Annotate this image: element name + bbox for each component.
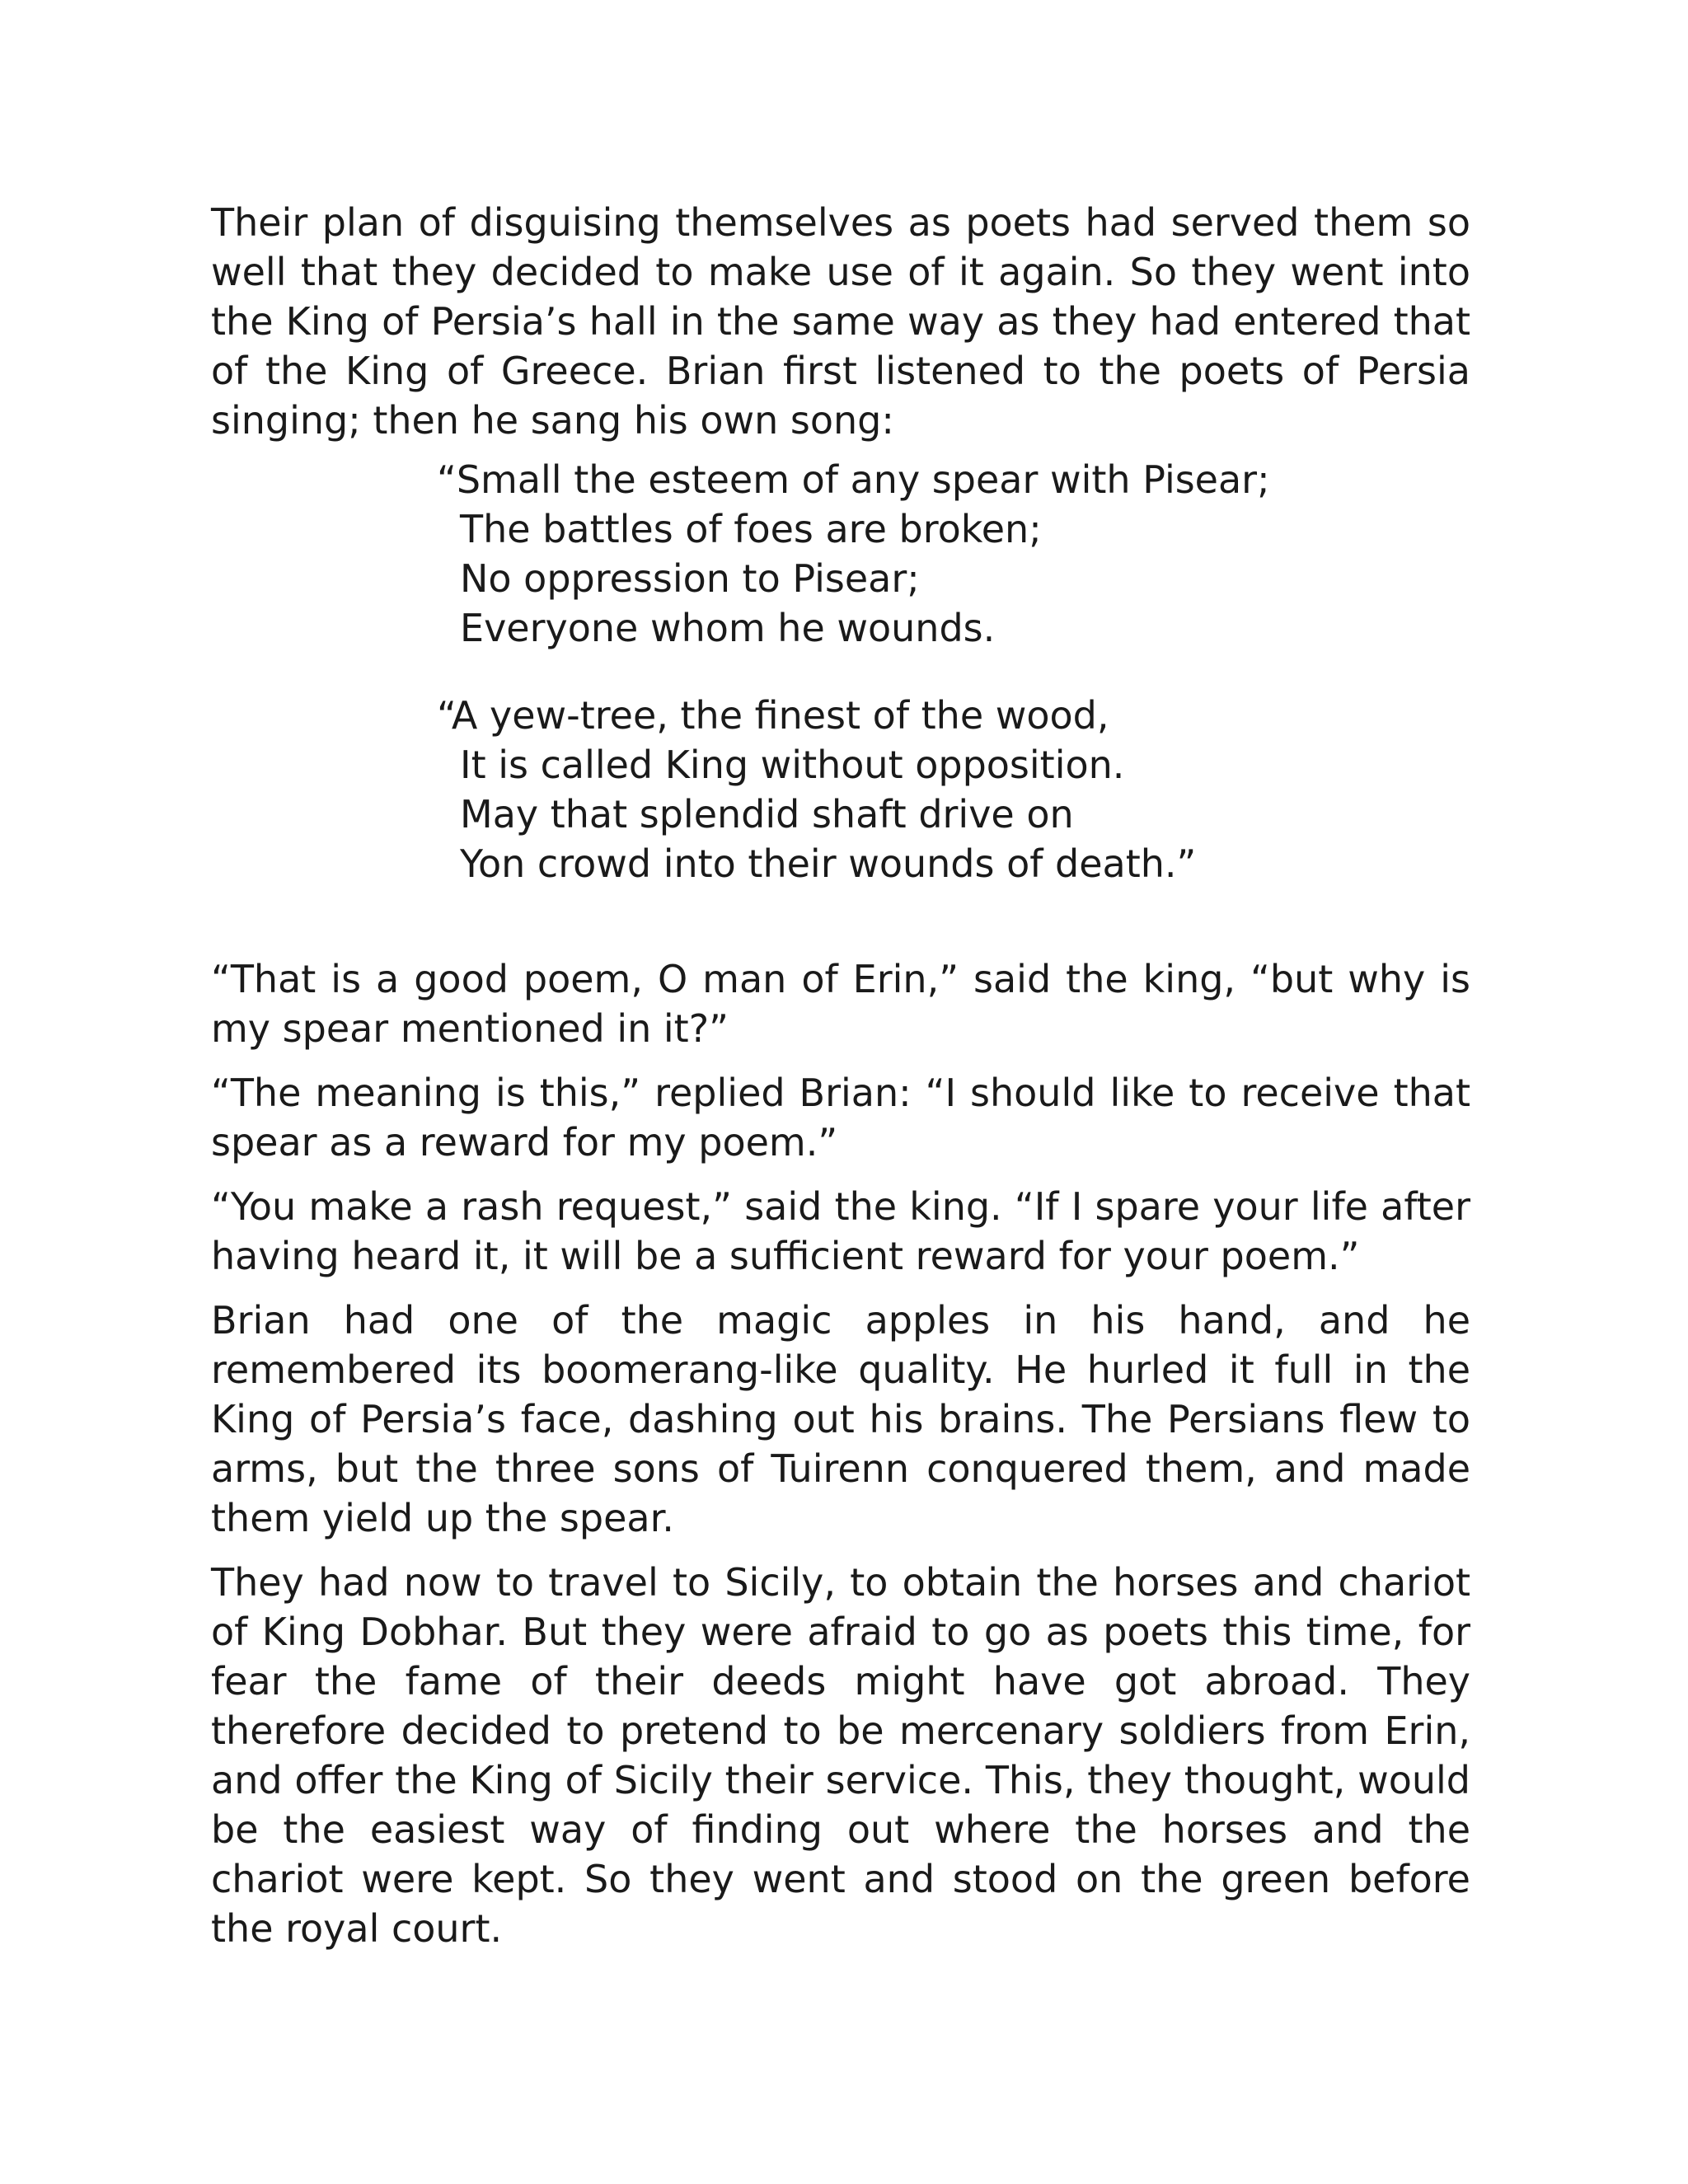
paragraph-brian-reply: “The meaning is this,” replied Brian: “I should like to receive that spear as a reward for my poem.”	[211, 1071, 1470, 1165]
paragraph-king-question: “That is a good poem, O man of Erin,” said the king, “but why is my spear mentioned in it?”	[211, 957, 1470, 1051]
poem-line: Everyone whom he wounds.	[460, 606, 996, 650]
poem-line: The battles of foes are broken;	[460, 507, 1042, 551]
paragraph-apple: Brian had one of the magic apples in his hand, and he remembered its boomerang-like quality. He hurled it full in the King of Persia’s face, dashing out his brains. The Persians flew to arms, but the three sons of Tuirenn conquered them, and made them yield up the spear.	[211, 1298, 1470, 1540]
poem-line: “A yew-tree, the finest of the wood,	[437, 693, 1109, 738]
poem	[437, 455, 1470, 888]
paragraph-king-response: “You make a rash request,” said the king. “If I spare your life after having heard it, it will be a sufficient reward for your poem.”	[211, 1184, 1470, 1278]
poem-stanza-2	[437, 691, 1470, 888]
paragraph-sicily: They had now to travel to Sicily, to obtain the horses and chariot of King Dobhar. But they were afraid to go as poets this time, for fear the fame of their deeds might have got abroad. They therefore decided to pretend to be mercenary soldiers from Erin, and offer the King of Sicily their service. This, they thought, would be the easiest way of finding out where the horses and the chariot were kept. So they went and stood on the green before the royal court.	[211, 1560, 1470, 1951]
poem-line: May that splendid shaft drive on	[460, 792, 1074, 837]
poem-line: No oppression to Pisear;	[460, 556, 920, 601]
poem-stanza-1	[437, 455, 1470, 653]
paragraph-intro: Their plan of disguising themselves as poets had served them so well that they decided to make use of it again. So they went into the King of Persia’s hall in the same way as they had entered that of the King of Greece. Brian first listened to the poets of Persia singing; then he sang his own song:	[211, 200, 1470, 443]
poem-line: “Small the esteem of any spear with Pisear;	[437, 457, 1270, 502]
poem-line: It is called King without opposition.	[460, 743, 1125, 787]
poem-line: Yon crowd into their wounds of death.”	[460, 841, 1197, 886]
document-page	[211, 198, 1470, 1953]
